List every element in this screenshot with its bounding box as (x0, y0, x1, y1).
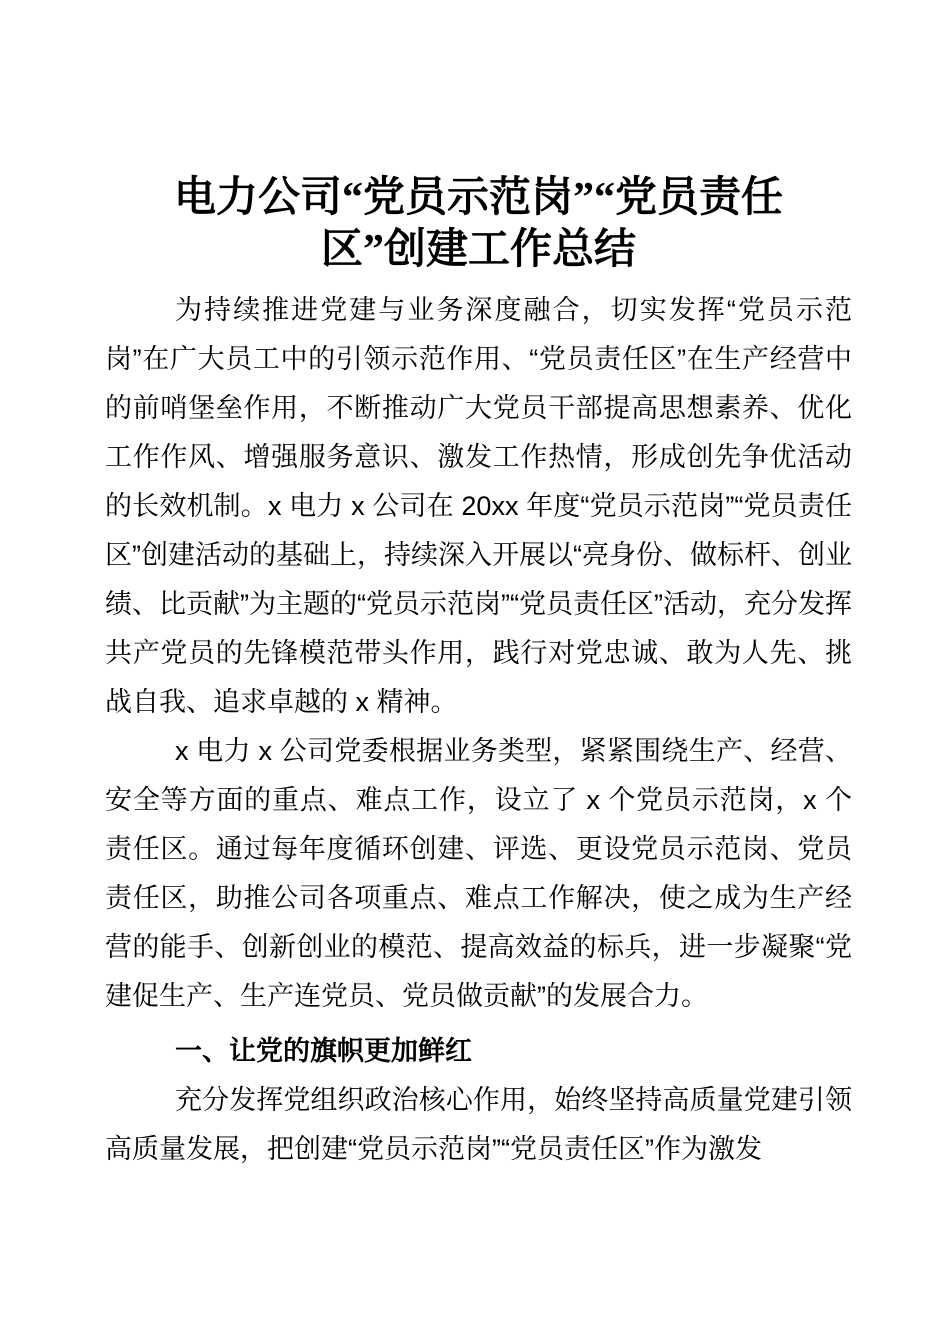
paragraph-intro: 为持续推进党建与业务深度融合，切实发挥“党员示范岗”在广大员工中的引领示范作用、“党员责任区”在生产经营中的前哨堡垒作用，不断推动广大党员干部提高思想素养、优化工作作风、增强服务意识、激发工作热情，形成创先争优活动的长效机制。x 电力 x 公司在 20xx 年度“党员示范岗”“党员责任区”创建活动的基础上，持续深入开展以“亮身份、做标杆、创业绩、比贡献”为主题的“党员示范岗”“党员责任区”活动，充分发挥共产党员的先锋模范带头作用，践行对党忠诚、敢为人先、挑战自我、追求卓越的 x 精神。 (105, 295, 852, 717)
paragraph-section1-body: 充分发挥党组织政治核心作用，始终坚持高质量党建引领高质量发展，把创建“党员示范岗”“党员责任区”作为激发 (105, 1085, 852, 1164)
section-heading-1: 一、让党的旗帜更加鲜红 (175, 1036, 472, 1066)
document-title: 电力公司“党员示范岗”“党员责任区”创建工作总结 (173, 175, 783, 273)
paragraph-overview: x 电力 x 公司党委根据业务类型，紧紧围绕生产、经营、安全等方面的重点、难点工作，设立了 x 个党员示范岗，x 个责任区。通过每年度循环创建、评选、更设党员示范岗、党员责任区，助推公司各项重点、难点工作解决，使之成为生产经营的能手、创新创业的模范、提高效益的标兵，进一步凝聚“党建促生产、生产连党员、党员做贡献”的发展合力。 (105, 736, 852, 1011)
document-body (105, 286, 852, 1174)
